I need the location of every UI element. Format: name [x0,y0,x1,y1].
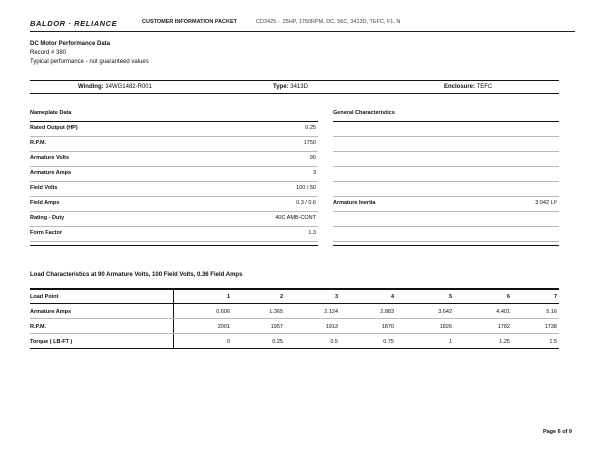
load-data-row-label: R.P.M. [30,324,47,330]
general-characteristics-table [333,108,559,258]
nameplate-label: Field Amps [30,200,60,206]
load-data-row-cell: 1826 [439,324,452,330]
nameplate-row [30,168,318,182]
record-number: Record # 380 [30,50,67,56]
motor-info-bar [30,80,559,94]
load-characteristics-table [30,288,559,353]
performance-note: Typical performance - not guaranteed values [30,59,149,65]
load-data-row-cell: 0.75 [383,339,394,345]
nameplate-row [30,138,318,152]
nameplate-row [30,183,318,197]
nameplate-row [30,213,318,227]
page-header [30,17,575,31]
nameplate-label: Armature Volts [30,155,70,161]
load-data-row-cell: 3.642 [438,309,452,315]
load-data-row [30,320,559,334]
load-header-row-cell: 6 [506,294,510,300]
page-title: DC Motor Performance Data [30,41,111,47]
nameplate-label: R.P.M. [30,140,47,146]
nameplate-value: 40C AMB-CONT [275,215,316,221]
load-data-row-cell: 0.25 [272,339,283,345]
load-header-row-cell: 4 [390,294,394,300]
load-data-row-cell: 1 [448,339,452,345]
enclosure-value: TEFC [476,83,493,90]
general-label: Armature Inertia [333,200,376,206]
nameplate-value: 0.25 [305,125,316,131]
nameplate-header: Nameplate Data [30,110,72,116]
load-data-row-cell: 5.16 [546,309,557,315]
load-data-row-cell: 1782 [497,324,510,330]
load-data-row-cell: 1738 [544,324,557,330]
load-data-row-cell: 4.401 [496,309,510,315]
load-data-row-cell: 0.5 [330,339,338,345]
nameplate-table [30,108,318,258]
load-header-row-cell: 3 [334,294,338,300]
load-data-row-cell: 1.365 [269,309,283,315]
load-data-row-cell: 2.124 [324,309,338,315]
nameplate-value: 3 [312,170,316,176]
general-row [333,228,559,242]
load-data-row-cell: 1870 [381,324,394,330]
nameplate-value: 100 / 50 [296,185,316,191]
enclosure-label: Enclosure: [444,83,476,90]
general-row [333,213,559,227]
product-description: CD3425 - .25HP, 1750RPM, DC, 56C, 3413D, TEFC, F1, N [256,19,401,25]
nameplate-value: 1750 [303,140,316,146]
load-header-row-cell: 5 [448,294,452,300]
general-value: 3.042 LI² [535,200,557,206]
winding-info [78,84,152,90]
load-header-row-cell: 2 [279,294,283,300]
general-row [333,198,559,212]
load-data-row-label: Torque ( LB-FT ) [30,339,73,345]
winding-label: Winding: [78,83,104,90]
page-number: Page 6 of 9 [542,429,572,435]
nameplate-label: Form Factor [30,230,63,236]
nameplate-label: Armature Amps [30,170,72,176]
general-row [333,138,559,152]
load-data-row [30,335,559,349]
title-block [30,40,149,67]
load-data-row-cell: 2.883 [380,309,394,315]
type-label: Type: [273,83,289,90]
nameplate-label: Field Volts [30,185,58,191]
nameplate-bottom-rule [30,245,318,246]
general-header: General Characteristics [333,110,395,116]
nameplate-header-row [30,108,318,122]
general-row [333,123,559,137]
load-data-row-cell: 1957 [270,324,283,330]
nameplate-label: Rated Output (HP) [30,125,78,131]
load-data-row-cell: 1913 [325,324,338,330]
general-row [333,168,559,182]
load-header-row-cell: 7 [553,294,557,300]
general-row [333,183,559,197]
load-header-row-label: Load Point [30,294,59,300]
nameplate-row [30,228,318,242]
general-row [333,153,559,167]
general-header-row [333,108,559,122]
nameplate-row [30,198,318,212]
load-data-row-cell: 2001 [217,324,230,330]
load-data-row-cell: 0 [226,339,230,345]
nameplate-value: 1.3 [308,230,316,236]
general-bottom-rule [333,245,559,246]
nameplate-label: Rating - Duty [30,215,65,221]
load-data-row-cell: 0.606 [216,309,230,315]
load-header-row [30,290,559,304]
load-data-row-label: Armature Amps [30,309,72,315]
load-data-row [30,305,559,319]
packet-title: CUSTOMER INFORMATION PACKET [142,19,238,25]
load-data-row-cell: 1.25 [499,339,510,345]
winding-value: 34WG1482-R001 [105,83,152,90]
header-divider [30,31,575,32]
load-characteristics-title: Load Characteristics at 90 Armature Volts, 100 Field Volts, 0.36 Field Amps [30,272,243,278]
type-value: 3413D [290,83,308,90]
type-info [273,84,308,90]
brand-logo: BALDOR · RELIANCE [30,19,118,28]
nameplate-value: 90 [309,155,316,161]
nameplate-value: 0.3 / 0.6 [296,200,316,206]
enclosure-info [444,84,492,90]
load-data-row-cell: 1.5 [549,339,557,345]
nameplate-row [30,123,318,137]
nameplate-row [30,153,318,167]
load-header-row-cell: 1 [226,294,230,300]
